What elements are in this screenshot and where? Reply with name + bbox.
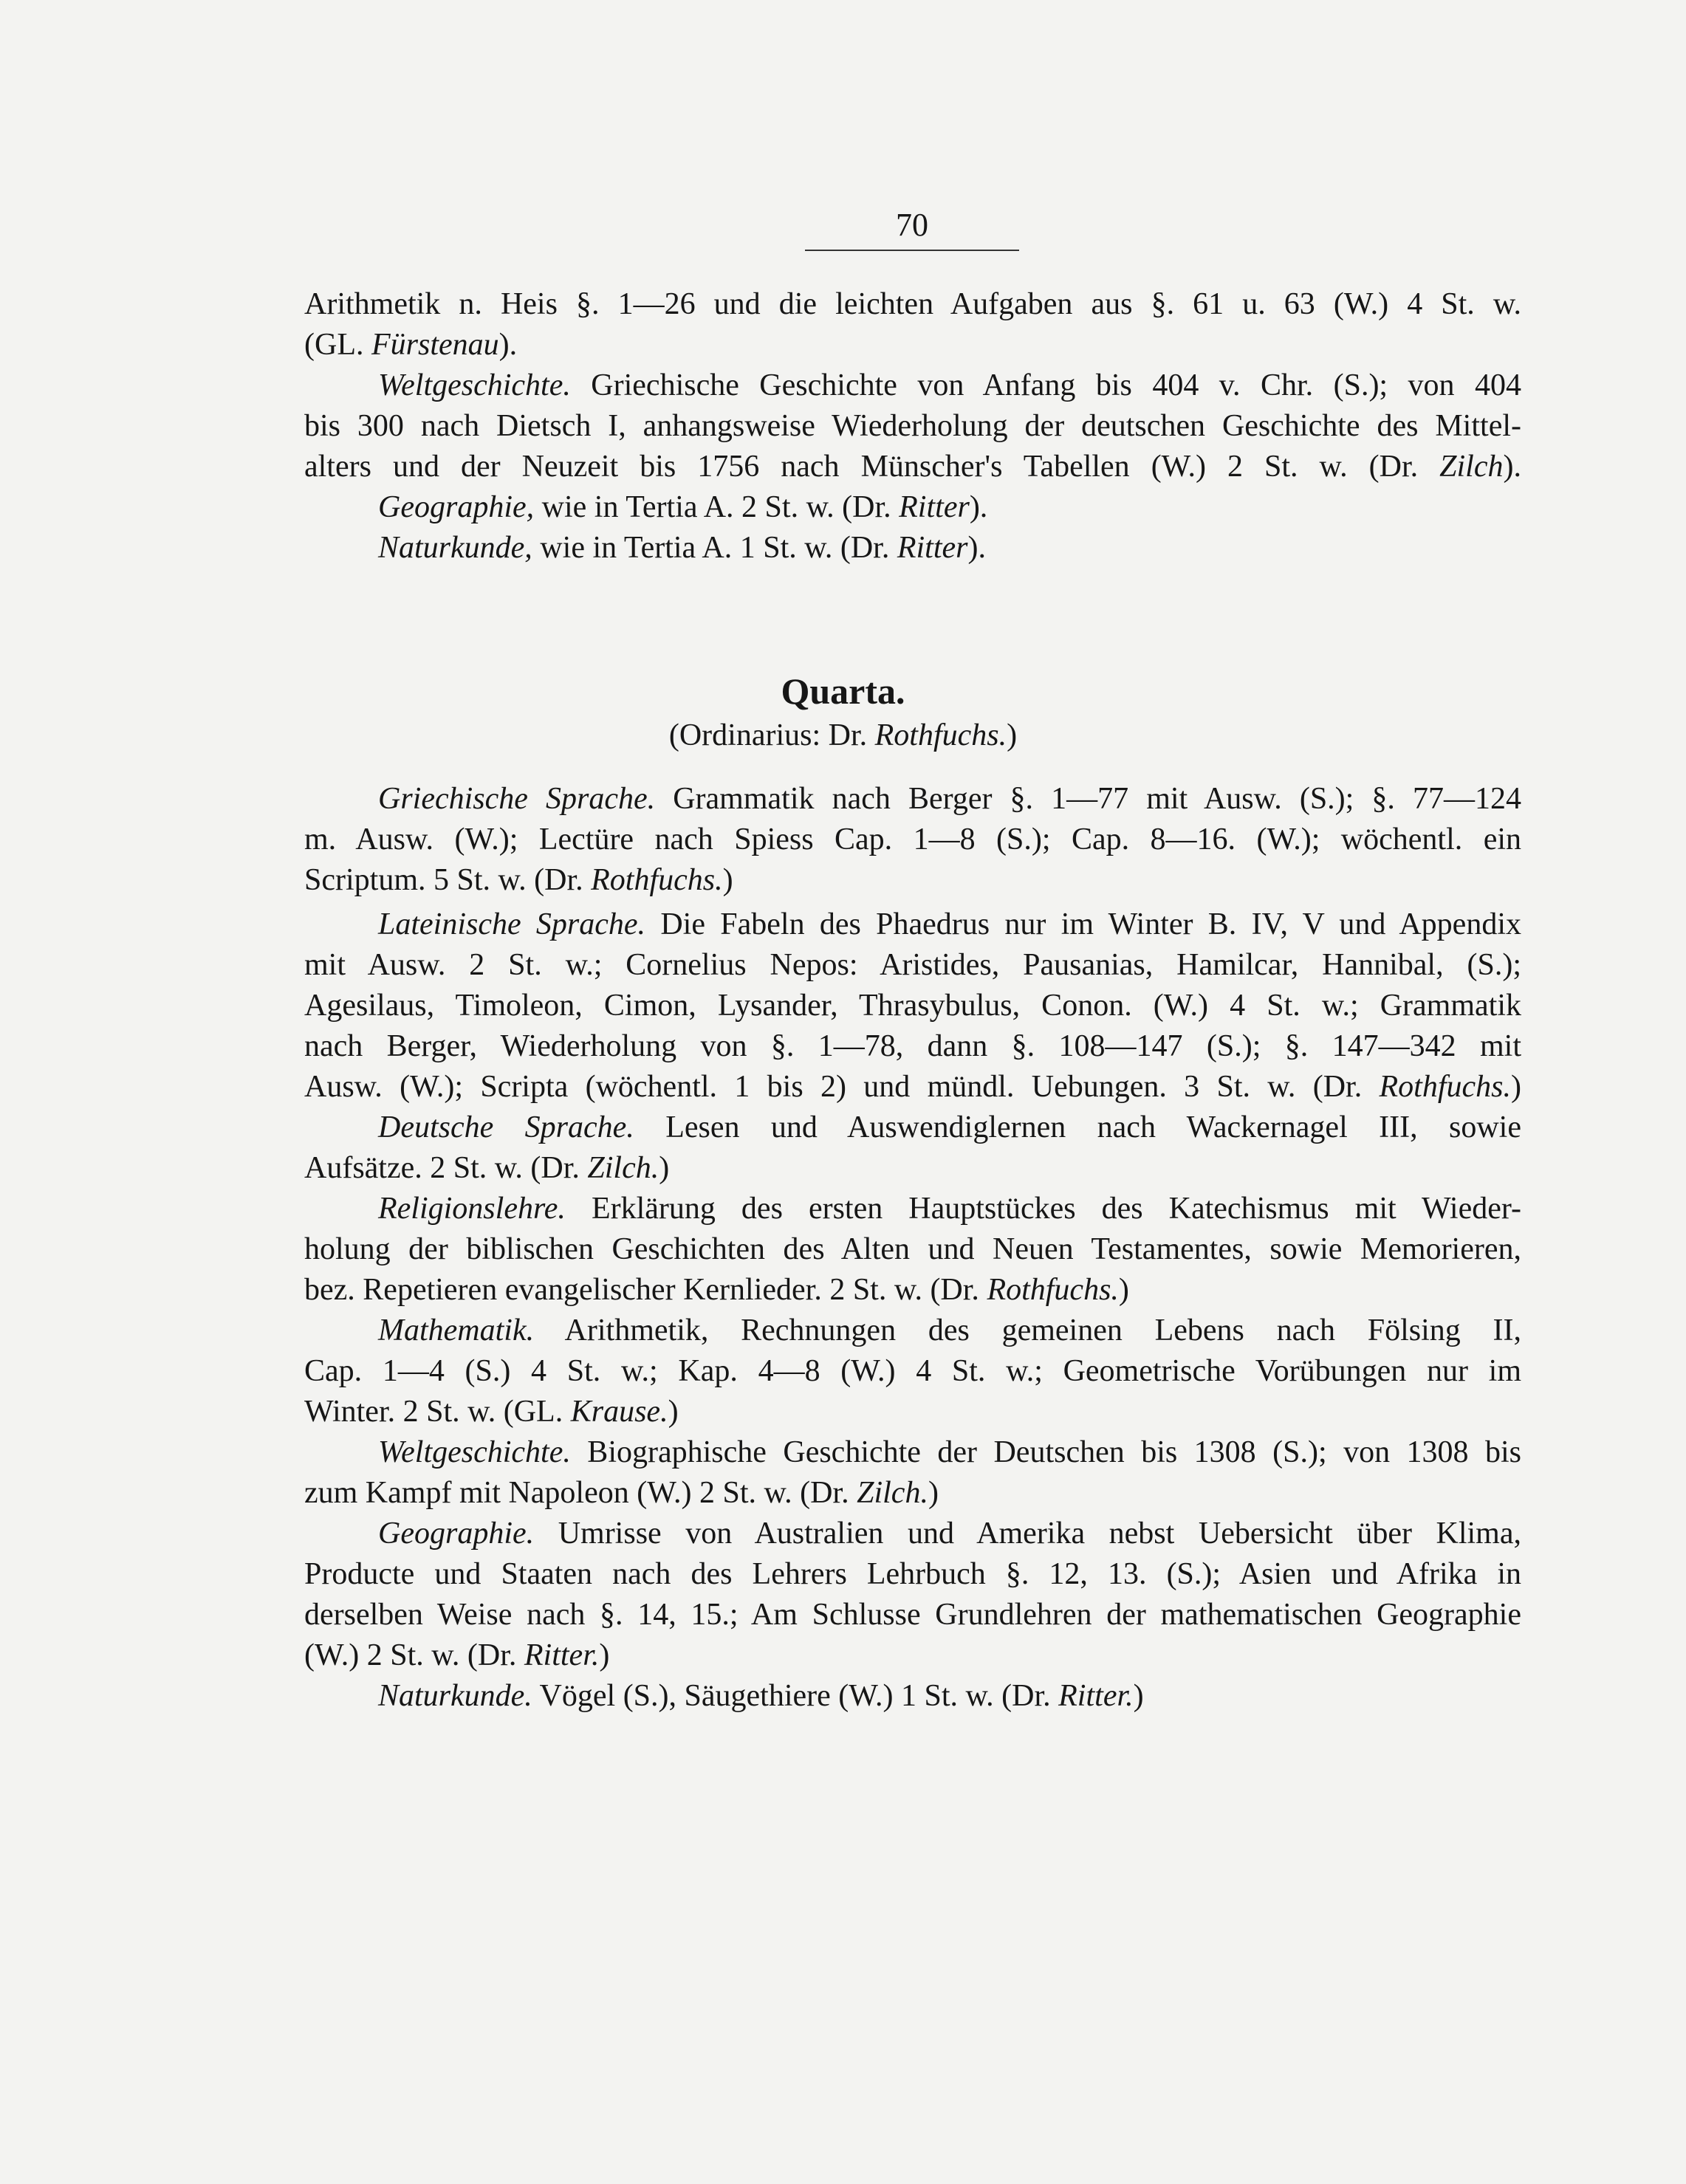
geographie-line: Geographie, wie in Tertia A. 2 St. w. (Dr. Ritter). (378, 490, 988, 524)
teacher-name: Rothfuchs. (1379, 1070, 1511, 1104)
religion-line-3: bez. Repetieren evangelischer Kernlieder. 2 St. w. (Dr. Rothfuchs.) (304, 1273, 1129, 1307)
subject-label: Naturkunde, (378, 531, 532, 565)
teacher-name: Rothfuchs. (874, 718, 1007, 752)
arithmetik-line: Arithmetik n. Heis §. 1—26 und die leichten Aufgaben aus §. 61 u. 63 (W.) 4 St. w. (304, 287, 1521, 321)
weltgeschichte-line-2: bis 300 nach Dietsch I, anhangsweise Wiederholung der deutschen Geschichte des Mittel- (304, 409, 1521, 443)
subject-label: Deutsche Sprache. (378, 1110, 634, 1144)
teacher-name: Rothfuchs. (591, 863, 723, 897)
section-subheading-ordinarius: (Ordinarius: Dr. Rothfuchs.) (668, 718, 1018, 752)
arithmetik-teacher-line: (GL. Fürstenau). (304, 328, 518, 362)
teacher-name: Ritter (899, 490, 970, 524)
teacher-name: Ritter. (524, 1638, 600, 1672)
latein-line-2: mit Ausw. 2 St. w.; Cornelius Nepos: Aristides, Pausanias, Hamilcar, Hannibal, (S.); (304, 948, 1521, 982)
subject-label: Geographie, (378, 490, 535, 524)
subject-label: Naturkunde. (378, 1679, 532, 1713)
latein-line-5: Ausw. (W.); Scripta (wöchentl. 1 bis 2) und mündl. Uebungen. 3 St. w. (Dr. Rothfuchs.) (304, 1070, 1521, 1104)
page-number: 70 (896, 207, 928, 243)
deutsch-line-2: Aufsätze. 2 St. w. (Dr. Zilch.) (304, 1151, 670, 1185)
section-heading-quarta: Quarta. (781, 670, 905, 712)
mathematik-line-1: Mathematik. Arithmetik, Rechnungen des gemeinen Lebens nach Fölsing II, (378, 1314, 1521, 1347)
weltgeschichte-line-1: Weltgeschichte. Griechische Geschichte von Anfang bis 404 v. Chr. (S.); von 404 (378, 368, 1521, 402)
mathematik-line-3: Winter. 2 St. w. (GL. Krause.) (304, 1395, 679, 1429)
weltgeschichte-quarta-line-2: zum Kampf mit Napoleon (W.) 2 St. w. (Dr. Zilch.) (304, 1476, 939, 1510)
religion-line-2: holung der biblischen Geschichten des Alten und Neuen Testamentes, sowie Memorieren, (304, 1232, 1521, 1266)
subject-label: Religionslehre. (378, 1192, 566, 1226)
teacher-name: Zilch. (857, 1476, 928, 1510)
latein-line-4: nach Berger, Wiederholung von §. 1—78, dann §. 108—147 (S.); §. 147—342 mit (304, 1029, 1521, 1063)
subject-label: Griechische Sprache. (378, 782, 656, 816)
geographie-quarta-line-1: Geographie. Umrisse von Australien und Amerika nebst Uebersicht über Klima, (378, 1517, 1521, 1551)
griechisch-line-1: Griechische Sprache. Grammatik nach Berger §. 1—77 mit Ausw. (S.); §. 77—124 (378, 782, 1521, 816)
deutsch-line-1: Deutsche Sprache. Lesen und Auswendiglernen nach Wackernagel III, sowie (378, 1110, 1521, 1144)
subject-label: Lateinische Sprache. (378, 907, 646, 941)
griechisch-line-2: m. Ausw. (W.); Lectüre nach Spiess Cap. 1—8 (S.); Cap. 8—16. (W.); wöchentl. ein (304, 823, 1521, 856)
subject-label: Weltgeschichte. (378, 368, 571, 402)
weltgeschichte-line-3: alters und der Neuzeit bis 1756 nach Münscher's Tabellen (W.) 2 St. w. (Dr. Zilch). (304, 450, 1521, 484)
subject-label: Mathematik. (378, 1314, 535, 1347)
mathematik-line-2: Cap. 1—4 (S.) 4 St. w.; Kap. 4—8 (W.) 4 St. w.; Geometrische Vorübungen nur im (304, 1354, 1521, 1388)
weltgeschichte-quarta-line-1: Weltgeschichte. Biographische Geschichte der Deutschen bis 1308 (S.); von 1308 bis (378, 1435, 1521, 1469)
griechisch-line-3: Scriptum. 5 St. w. (Dr. Rothfuchs.) (304, 863, 733, 897)
subject-label: Geographie. (378, 1517, 535, 1551)
teacher-name: Krause. (570, 1395, 668, 1429)
teacher-name: Ritter (897, 531, 968, 565)
naturkunde-quarta-line: Naturkunde. Vögel (S.), Säugethiere (W.) 1 St. w. (Dr. Ritter.) (378, 1679, 1144, 1713)
teacher-name: Ritter. (1058, 1679, 1134, 1713)
latein-line-3: Agesilaus, Timoleon, Cimon, Lysander, Thrasybulus, Conon. (W.) 4 St. w.; Grammatik (304, 989, 1521, 1023)
teacher-name: Fürstenau (371, 328, 499, 362)
religion-line-1: Religionslehre. Erklärung des ersten Hauptstückes des Katechismus mit Wieder- (378, 1192, 1521, 1226)
header-rule (805, 250, 1019, 251)
naturkunde-line: Naturkunde, wie in Tertia A. 1 St. w. (Dr. Ritter). (378, 531, 986, 565)
subject-label: Weltgeschichte. (378, 1435, 571, 1469)
geographie-quarta-line-3: derselben Weise nach §. 14, 15.; Am Schlusse Grundlehren der mathematischen Geographie (304, 1598, 1521, 1632)
teacher-name: Rothfuchs. (987, 1273, 1119, 1307)
geographie-quarta-line-4: (W.) 2 St. w. (Dr. Ritter.) (304, 1638, 610, 1672)
teacher-name: Zilch (1439, 450, 1504, 484)
geographie-quarta-line-2: Producte und Staaten nach des Lehrers Lehrbuch §. 12, 13. (S.); Asien und Afrika in (304, 1557, 1521, 1591)
teacher-name: Zilch. (587, 1151, 659, 1185)
latein-line-1: Lateinische Sprache. Die Fabeln des Phaedrus nur im Winter B. IV, V und Appendix (378, 907, 1521, 941)
